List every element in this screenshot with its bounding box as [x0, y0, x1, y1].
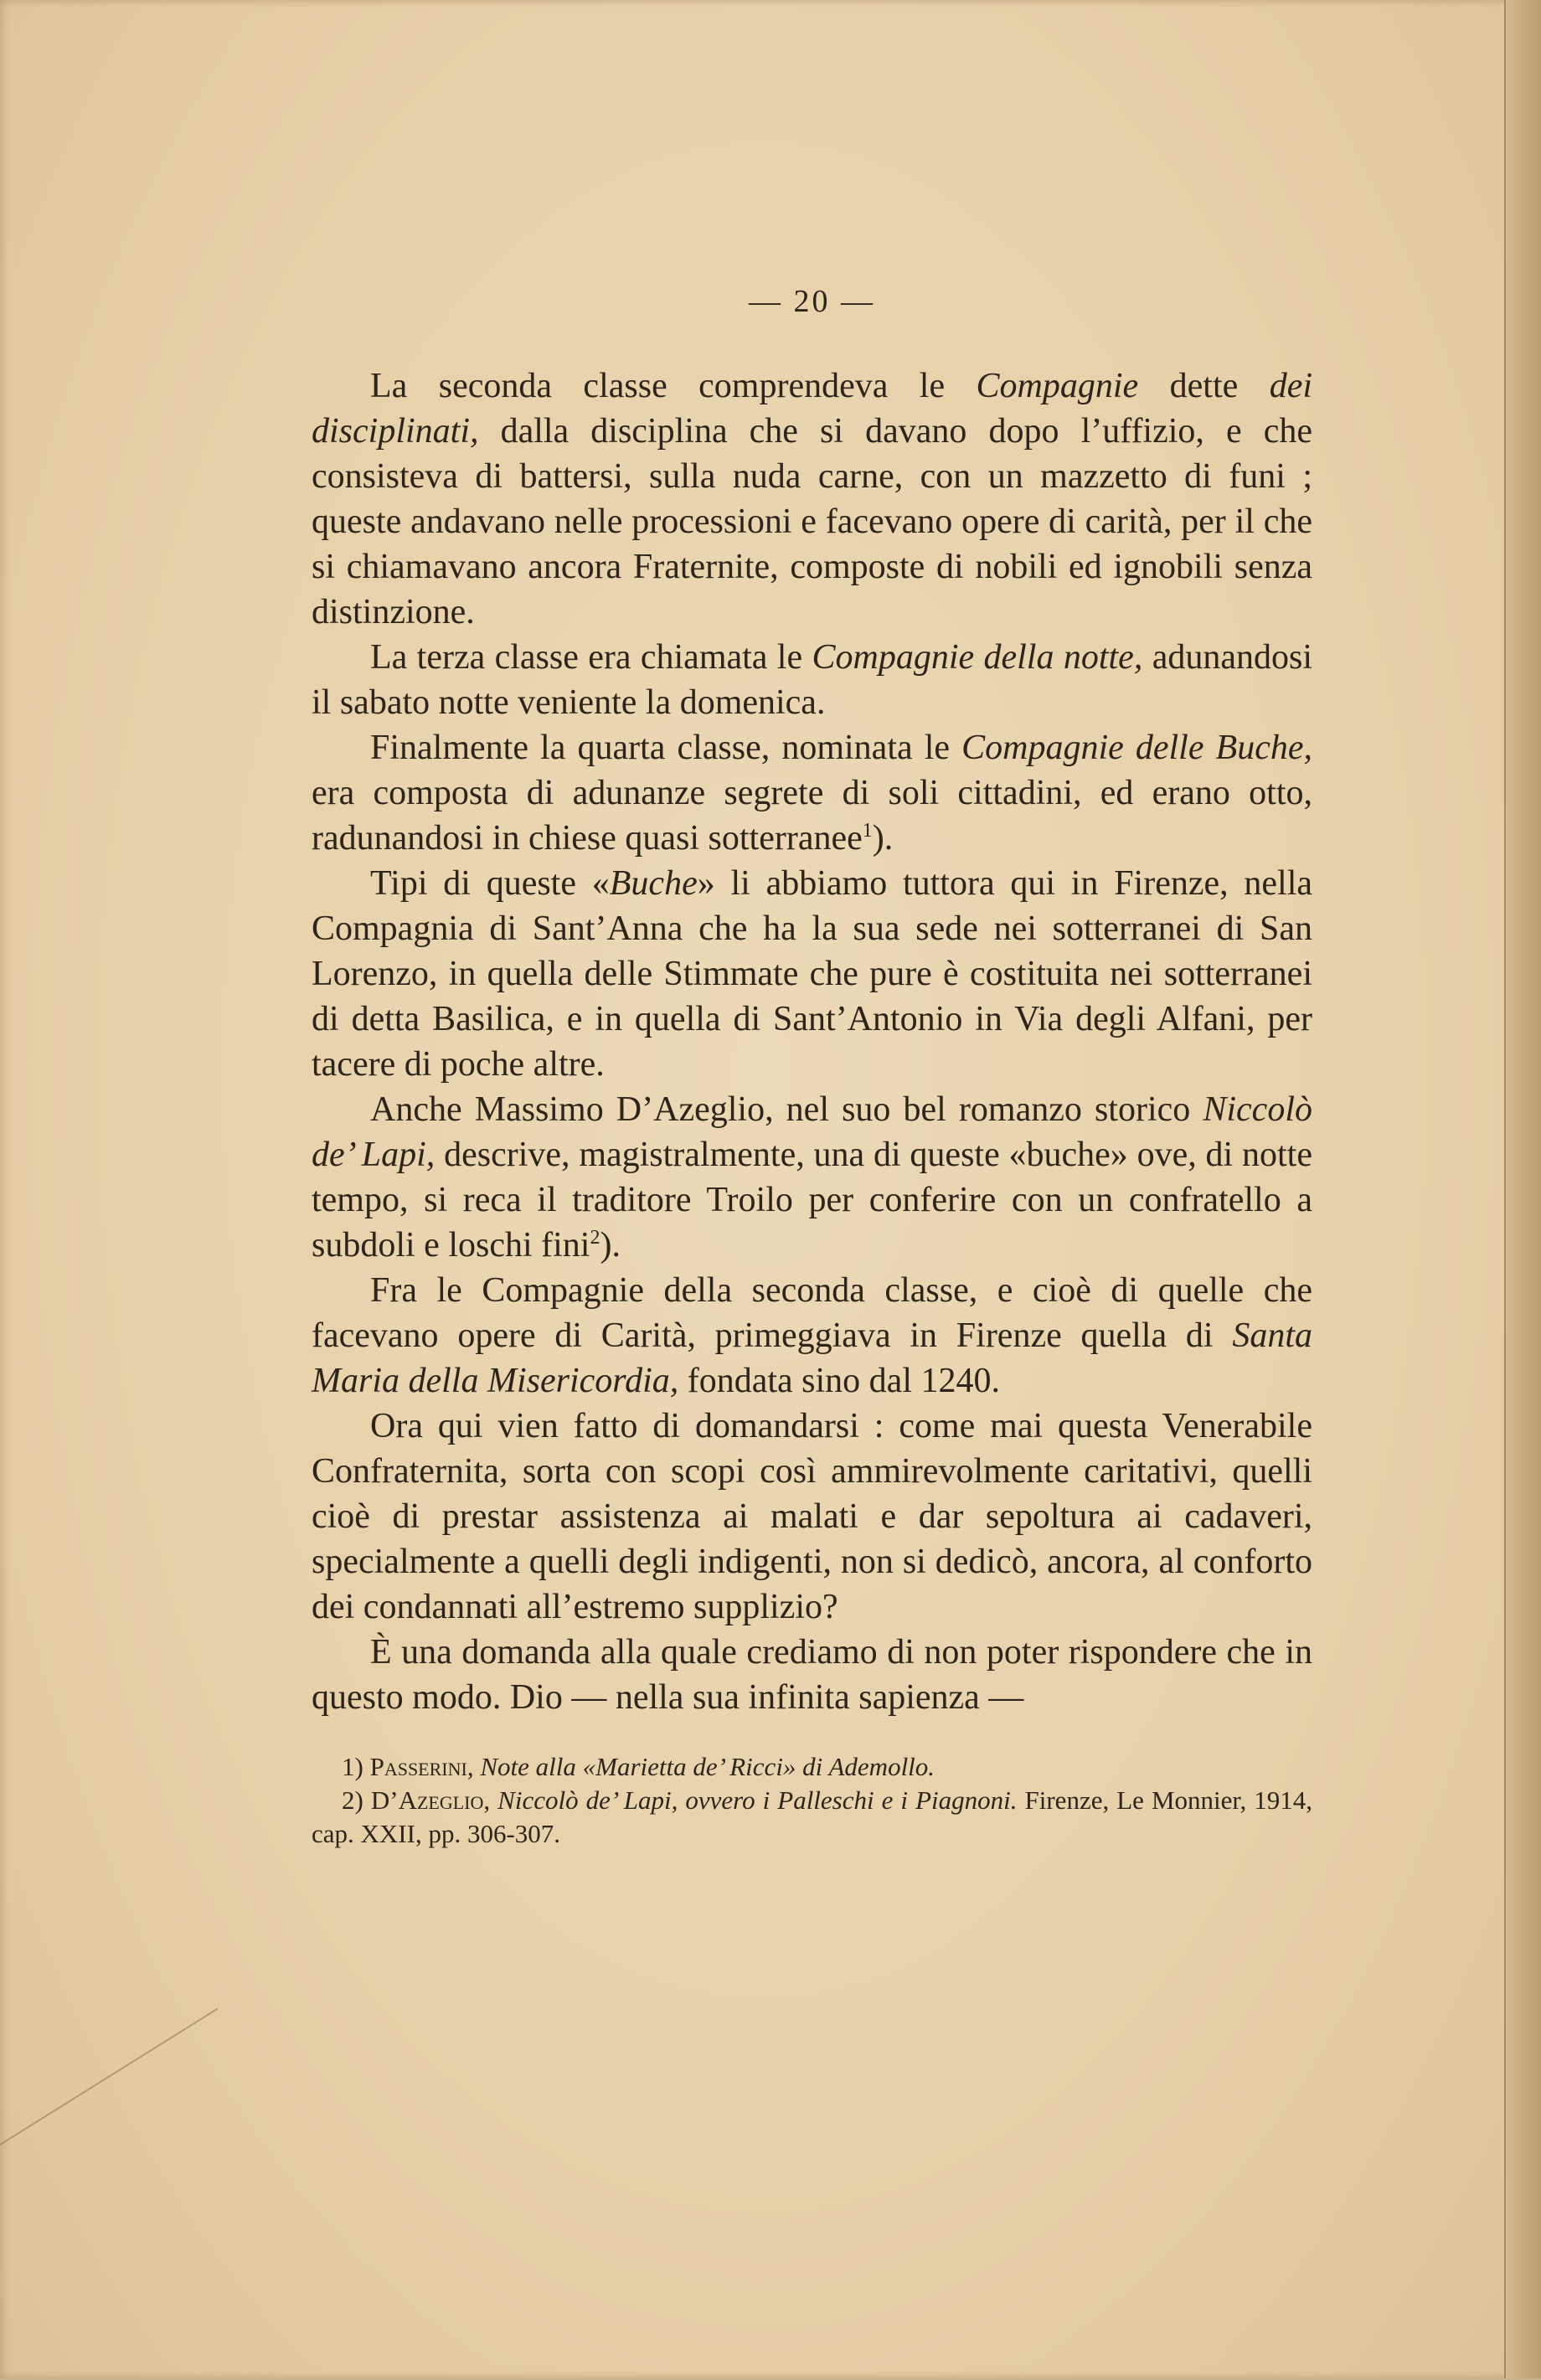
footnote-ref-2: 2: [590, 1227, 600, 1249]
footnote-ref-1: 1: [862, 820, 873, 842]
paragraph-1: La seconda classe comprendeva le Compagnie dette dei disciplinati, dalla disciplina che si davano dopo l’uffizio, e che consisteva di battersi, sulla nuda carne, con un mazzetto di funi ; queste andavano nelle processioni e facevano opere di carità, per il che si chiamavano ancora Fraternite, composte di nobili ed ignobili senza distinzione.: [312, 367, 1312, 631]
paragraph-4: Tipi di queste «Buche» li abbiamo tuttora qui in Firenze, nella Compagnia di Sant’Anna che ha la sua sede nei sotterranei di San Lorenzo, in quella delle Stimmate che pure è costituita nei sotterranei di detta Basilica, e in quella di Sant’Antonio in Via degli Alfani, per tacere di poche altre.: [312, 864, 1313, 1084]
paragraph-7: Ora qui vien fatto di domandarsi : come mai questa Venerabile Confraternita, sorta con scopi così ammirevolmente caritativi, quelli cioè di prestar assistenza ai malati e dar sepoltura ai cadaveri, specialmente a quelli degli indigenti, non si dedicò, ancora, al conforto dei condannati all’estremo supplizio?: [312, 1407, 1312, 1626]
page-edge: [1504, 0, 1541, 2378]
paragraph-2: La terza classe era chiamata le Compagnie della notte, adunandosi il sabato notte veniente la domenica.: [312, 638, 1312, 722]
footnotes: [312, 1750, 1312, 1851]
page-text: [312, 283, 1312, 1851]
folded-corner: [0, 2008, 218, 2380]
paragraph-3: Finalmente la quarta classe, nominata le Compagnie delle Buche, era composta di adunanze segrete di soli cittadini, ed erano otto, radunandosi in chiese quasi sotterranee$^1$).: [312, 729, 1312, 858]
footnote-2: 2) D’Azeglio, Niccolò de’ Lapi, ovvero i Palleschi e i Piagnoni. Firenze, Le Monnier, 1914, cap. XXII, pp. 306-307.: [312, 1785, 1313, 1848]
page-number: — 20 —: [749, 284, 875, 319]
paragraph-5: Anche Massimo D’Azeglio, nel suo bel romanzo storico Niccolò de’ Lapi, descrive, magistralmente, una di queste «buche» ove, di notte tempo, si reca il traditore Troilo per conferire con un confratello a subdoli e loschi fini$^2$).: [312, 1090, 1312, 1265]
footnote-1: 1) Passerini, Note alla «Marietta de’ Ricci» di Ademollo.: [342, 1752, 935, 1781]
paragraph-6: Fra le Compagnie della seconda classe, e cioè di quelle che facevano opere di Carità, primeggiava in Firenze quella di Santa Maria della Misericordia, fondata sino dal 1240.: [312, 1271, 1312, 1400]
paragraph-8: È una domanda alla quale crediamo di non poter rispondere che in questo modo. Dio — nella sua infinita sapienza —: [312, 1633, 1312, 1717]
